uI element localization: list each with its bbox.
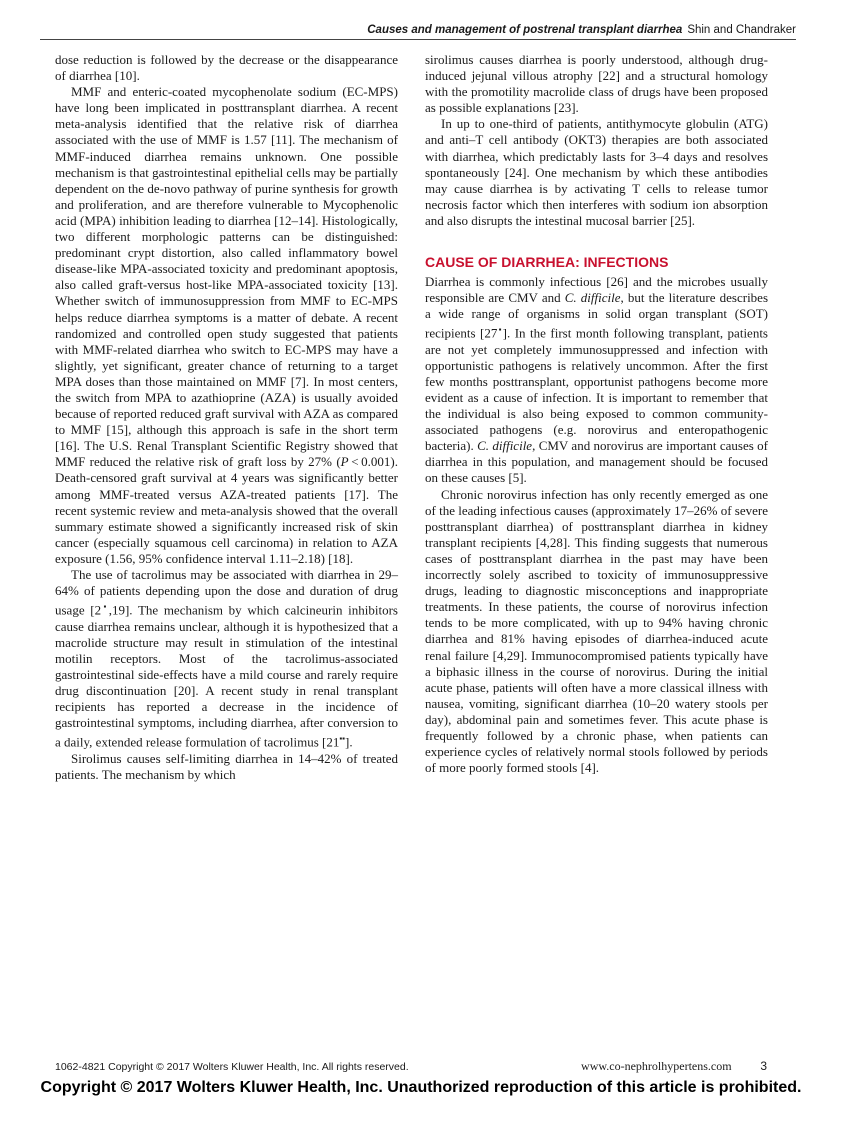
left-paragraph-2: MMF and enteric-coated mycophenolate sodium (EC-MPS) have long been implicated in posttransplant diarrhea. A recent meta-analysis identified that the relative risk of diarrhea associated with the use of MMF is 1.57 [11]. The mechanism of MMF-induced diarrhea remains unknown. One possible mechanism is that gastrointestinal epithelial cells may be partially dependent on the de-novo pathway of purine synthesis for growth and proliferation, and are therefore vulnerable to Mycophenolic acid (MPA) inhibition leading to diarrhea [12–14]. Histologically, two different morphologic patterns can be distinguished: predominant crypt distortion, also called inflammatory bowel disease-like MPA-associated toxicity and predominant apoptosis, also called graft-versus host-like MPA-associated toxicity [13]. Whether switch of immunosuppression from MMF to EC-MPS helps reduce diarrhea symptoms is a matter of debate. A recent randomized and controlled open study suggested that patients with MMF-related diarrhea who switch to EC-MPS may have a slightly, yet significant, greater chance of returning to a target MPA doses than those maintained on MMF [7]. In most centers, the switch from MPA to azathioprine (AZA) is usually avoided because of reported reduced graft survival with AZA as compared to MMF [15], although this approach is safe in the short term [16]. The U.S. Renal Transplant Scientific Registry showed that MMF reduced the relative risk of graft loss by 27% (P < 0.001). Death-censored graft survival at 4 years was significantly better among MMF-treated versus AZA-treated patients [17]. The recent systemic review and meta-analysis showed that the overall summary estimate showed a significantly increased risk of skin cancer (especially squamous cell carcinoma) in relation to AZA exposure (1.56, 95% confidence interval 1.11–2.18) [18]. [55, 84, 398, 566]
left-paragraph-2-continued: < 0.001). Death-censored graft survival at 4 years was significantly better among MMF-treated versus AZA-treated patients [17]. The recent systemic review and meta-analysis showed that the overall summary estimate showed a significantly increased risk of skin cancer (especially squamous cell carcinoma) in relation to AZA exposure (1.56, 95% confidence interval 1.11–2.18) [18]. [55, 454, 398, 566]
section-heading-infections: CAUSE OF DIARRHEA: INFECTIONS [425, 254, 669, 271]
page-number: 3 [760, 1059, 767, 1073]
right-column [425, 52, 768, 776]
right-paragraph-3-text-b: , but the literature describes a wide range of organisms in solid organ transplant (SOT) recipients [27 [425, 290, 769, 341]
reference-marker: ▪ [101, 602, 109, 612]
running-head [40, 14, 796, 40]
left-paragraph-1: dose reduction is followed by the decrease or the disappearance of diarrhea [10]. [55, 52, 398, 84]
organism-name-c-difficile-2: C. difficile [477, 438, 533, 454]
reference-marker: ▪ [497, 325, 503, 335]
right-paragraph-3-text-d: , CMV and norovirus are important causes of diarrhea in this population, and management should be focused on these causes [5]. [425, 438, 768, 486]
left-paragraph-3-text-a: The use of tacrolimus may be associated with diarrhea in 29–64% of patients depending upon the dose and duration of drug usage [2 [55, 567, 398, 618]
left-column [55, 52, 398, 783]
footer-website: www.co-nephrolhypertens.com [581, 1059, 732, 1073]
right-paragraph-3 [425, 274, 768, 487]
footer-right [581, 1059, 767, 1074]
right-paragraph-1: sirolimus causes diarrhea is poorly understood, although drug-induced jejunal villous atrophy [22] and a structural homology with the promotility macrolide class of drugs have been proposed as possible explanations [23]. [425, 52, 768, 116]
right-paragraph-3-text-a: Diarrhea is commonly infectious [26] and the microbes usually responsible are CMV and [425, 274, 768, 306]
footer-copyright: 1062-4821 Copyright © 2017 Wolters Kluwer Health, Inc. All rights reserved. [55, 1061, 409, 1073]
running-head-authors: Shin and Chandraker [687, 24, 796, 36]
right-paragraph-2: In up to one-third of patients, antithymocyte globulin (ATG) and anti–T cell antibody (OKT3) therapies are both associated with diarrhea, which predictably lasts for 3–4 days and resolves spontaneously [24]. One mechanism by which these antibodies may cause diarrhea is by activating T cells to release tumor necrosis factor which then interferes with sodium ion absorption and also disrupts the intestinal mucosal barrier [25]. [425, 116, 768, 228]
left-paragraph-4: Sirolimus causes self-limiting diarrhea in 14–42% of treated patients. The mechanism by which [55, 750, 398, 782]
reference-marker-double: ▪▪ [339, 734, 346, 744]
left-paragraph-3 [55, 567, 398, 751]
left-paragraph-3-text-c: ]. [345, 734, 353, 750]
copyright-watermark: Copyright © 2017 Wolters Kluwer Health, Inc. Unauthorized reproduction of this article is prohibited. [40, 1079, 802, 1096]
page-footer [55, 1059, 767, 1074]
left-paragraph-3-text-b: ,19]. The mechanism by which calcineurin inhibitors cause diarrhea remains unclear, although it is hypothesized that a macrolide structure may result in stimulation of the intestinal motilin receptors. Most of the tacrolimus-associated gastrointestinal side-effects have a mild course and rarely require drug discontinuation [20]. A recent study in renal transplant recipients has reported a decrease in the incidence of gastrointestinal symptoms, including diarrhea, after conversion to a daily, extended release formulation of tacrolimus [21 [55, 602, 398, 750]
left-paragraph-2-text: MMF and enteric-coated mycophenolate sodium (EC-MPS) have long been implicated in posttransplant diarrhea. A recent meta-analysis identified that the relative risk of diarrhea associated with the use of MMF is 1.57 [11]. The mechanism of MMF-induced diarrhea remains unknown. One possible mechanism is that gastrointestinal epithelial cells may be partially dependent on the de-novo pathway of purine synthesis for growth and proliferation, and are therefore vulnerable to Mycophenolic acid (MPA) inhibition leading to diarrhea [12–14]. Histologically, two different morphologic patterns can be distinguished: predominant crypt distortion, also called inflammatory bowel disease-like MPA-associated toxicity and predominant apoptosis, also called graft-versus host-like MPA-associated toxicity [13]. Whether switch of immunosuppression from MMF to EC-MPS helps reduce diarrhea symptoms is a matter of debate. A recent randomized and controlled open study suggested that patients with MMF-related diarrhea who switch to EC-MPS may have a slightly, yet significant, greater chance of returning to a target MPA doses than those maintained on MMF [7]. In most centers, the switch from MPA to azathioprine (AZA) is usually avoided because of reported reduced graft survival with AZA as compared to MMF [15], although this approach is safe in the short term [16]. The U.S. Renal Transplant Scientific Registry showed that MMF reduced the relative risk of graft loss by 27% [55, 84, 398, 470]
p-value-variable: P [340, 454, 349, 470]
organism-name-c-difficile: C. difficile [564, 290, 621, 306]
right-paragraph-4: Chronic norovirus infection has only recently emerged as one of the leading infectious causes (approximately 17–26% of severe posttransplant diarrhea) of posttransplant diarrhea in kidney transplant recipients [4,28]. This finding suggests that numerous cases of posttransplant diarrhea in the past may have been incorrectly solely ascribed to toxicity of immunosuppressive drugs, leading to diagnostic misconceptions and inappropriate treatments. In these patients, the course of norovirus infection tends to be more complicated, with up to 94% having chronic diarrhea and 81% having episodes of diarrhea-induced acute renal failure [4,29]. Immunocompromised patients typically have a biphasic illness in the course of norovirus. During the initial acute phase, patients will often have a more classical illness with nausea, vomiting, significant diarrhea (10–20 watery stools per day), abdominal pain and sometimes fever. This acute phase is frequently followed by a chronic phase, when patients can experience cycles of relatively normal stools followed by periods of more poorly formed stools [4]. [425, 486, 768, 776]
right-paragraph-3-text-c: ]. In the first month following transplant, patients are not yet completely immunosuppressed and infection with opportunistic pathogens is relatively uncommon. After the first few months posttransplant, opportunist pathogens become more evident as a cause of infection. It is important to remember that the individual is also being exposed to common community-associated pathogens (e.g. norovirus and enteropathogenic bacteria). [425, 325, 768, 454]
running-head-title: Causes and management of postrenal transplant diarrhea [367, 24, 683, 36]
